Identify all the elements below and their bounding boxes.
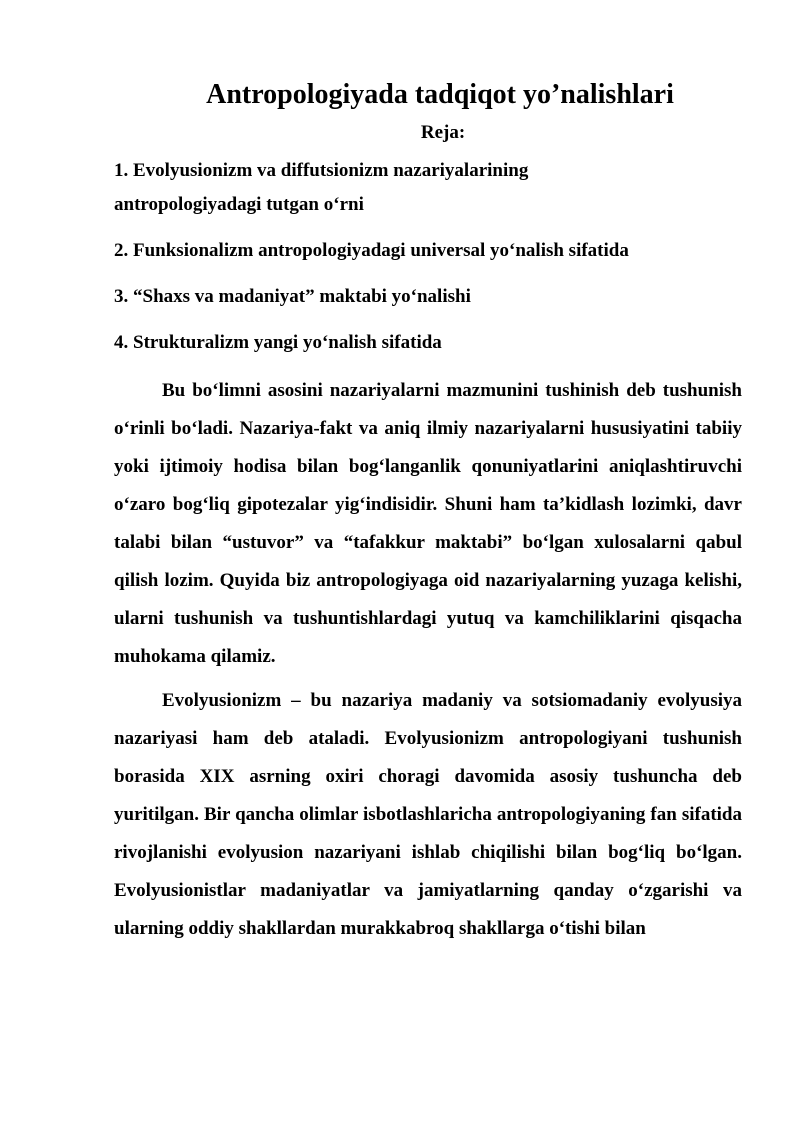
plan-item: 3. “Shaxs va madaniyat” maktabi yo‘nalishi <box>114 286 471 307</box>
document-page <box>114 72 742 948</box>
plan-heading: Reja: <box>420 122 466 143</box>
page-title: Antropologiyada tadqiqot yo’nalishlari <box>206 79 674 110</box>
plan-list <box>114 154 742 360</box>
plan-item: 4. Strukturalizm yangi yo‘nalish sifatida <box>114 332 442 353</box>
plan-item: 2. Funksionalizm antropologiyadagi universal yo‘nalish sifatida <box>114 240 629 261</box>
body-paragraph: Bu bo‘limni asosini nazariyalarni mazmunini tushinish deb tushunish o‘rinli bo‘ladi. Nazariya-fakt va aniq ilmiy nazariyalarni hususiyatini tabiiy yoki ijtimoiy hodisa bilan bog‘langanlik qonuniyatlarini aniqlashtiruvchi o‘zaro bog‘liq gipotezalar yig‘indisidir. Shuni ham ta’kidlash lozimki, davr talabi bilan “ustuvor” va “tafakkur maktabi” bo‘lgan xulosalarni qabul qilish lozim. Quyida biz antropologiyaga oid nazariyalarning yuzaga kelishi, ularni tushunish va tushuntishlardagi yutuq va kamchiliklarini qisqacha muhokama qilamiz. <box>114 380 742 667</box>
plan-item: 1. Evolyusionizm va diffutsionizm nazariyalarining antropologiyadagi tutgan o‘rni <box>114 160 529 215</box>
body-paragraph: Evolyusionizm – bu nazariya madaniy va sotsiomadaniy evolyusiya nazariyasi ham deb ataladi. Evolyusionizm antropologiyani tushunish borasida XIX asrning oxiri choragi davomida asosiy tushuncha deb yuritilgan. Bir qancha olimlar isbotlashlaricha antropologiyaning fan sifatida rivojlanishi evolyusion nazariyani ishlab chiqilishi bilan bog‘liq bo‘lgan. Evolyusionistlar madaniyatlar va jamiyatlarning qanday o‘zgarishi va ularning oddiy shakllardan murakkabroq shakllarga o‘tishi bilan <box>114 690 742 939</box>
